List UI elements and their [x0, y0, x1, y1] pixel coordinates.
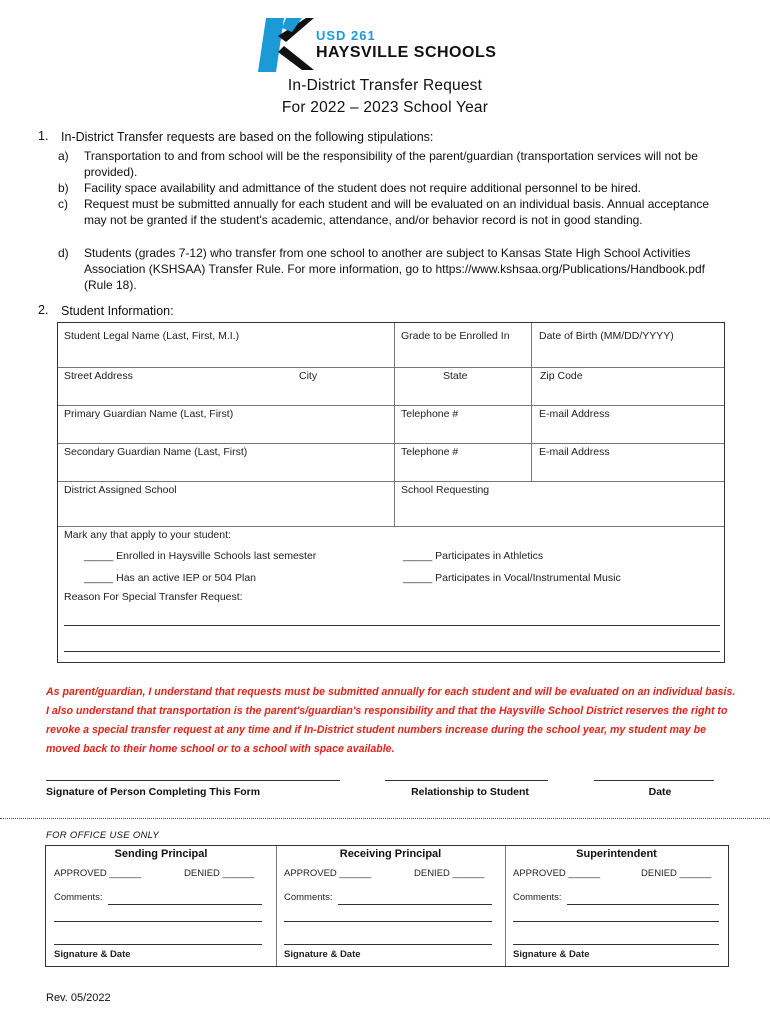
row-divider	[58, 405, 724, 406]
approved-field[interactable]: APPROVED ______	[284, 868, 372, 879]
stipulation-text: Students (grades 7-12) who transfer from one school to another are subject to Kansas State High School Activities Association (KSHSAA) Transfer Rule. For more information, go to https://www.kshsaa.org/Publications/Handbook.pdf (Rule 18).	[84, 246, 705, 292]
comments-field[interactable]: Comments:	[284, 892, 333, 903]
section1-heading: In-District Transfer requests are based on the following stipulations:	[61, 130, 434, 144]
stipulation-label: d)	[58, 246, 69, 260]
office-use-label: FOR OFFICE USE ONLY	[46, 830, 160, 841]
stipulation-text: Request must be submitted annually for each student and will be evaluated on an individual basis. Annual acceptance may not be granted if the student's academic, attendance, and/or behavior record is not in good standing.	[84, 197, 710, 227]
relationship-line[interactable]	[385, 780, 548, 781]
superintendent-column	[505, 846, 728, 966]
stipulation-b	[58, 180, 724, 196]
check-music[interactable]: _____ Participates in Vocal/Instrumental Music	[403, 572, 621, 584]
comments-line[interactable]	[513, 921, 719, 922]
stipulation-text: Facility space availability and admittance of the student does not require additional personnel to be hired.	[84, 181, 642, 195]
signature-line[interactable]	[46, 780, 340, 781]
secondary-guardian-field[interactable]: Secondary Guardian Name (Last, First)	[64, 446, 248, 458]
column-title: Receiving Principal	[339, 848, 442, 860]
district-logo	[256, 14, 536, 74]
office-use-table	[45, 845, 729, 967]
col-divider	[394, 323, 395, 526]
date-line[interactable]	[594, 780, 714, 781]
disclaimer-text: As parent/guardian, I understand that requests must be submitted annually for each student and will be evaluated on an individual basis. I also understand that transportation is the parent's/guardian's responsibility and that the Haysville School District reserves the right to revoke a special transfer request at any time and if In-District student numbers increase during the school year, my student may be moved back to their home school or to a school with space available.	[46, 686, 736, 755]
signature-label: Signature of Person Completing This Form	[46, 786, 261, 798]
reason-label: Reason For Special Transfer Request:	[64, 591, 243, 603]
col-divider	[531, 323, 532, 481]
stipulation-text: Transportation to and from school will be the responsibility of the parent/guardian (transportation services will not be provided).	[84, 149, 698, 179]
check-iep[interactable]: _____ Has an active IEP or 504 Plan	[84, 572, 257, 584]
signature-date-label: Signature & Date	[513, 949, 590, 960]
denied-field[interactable]: DENIED ______	[414, 868, 485, 879]
legal-name-field[interactable]: Student Legal Name (Last, First, M.I.)	[64, 330, 240, 342]
reason-line[interactable]	[64, 651, 720, 652]
column-title: Superintendent	[576, 848, 657, 860]
logo-line2: HAYSVILLE SCHOOLS	[316, 44, 497, 61]
comments-field[interactable]: Comments:	[513, 892, 562, 903]
primary-telephone-field[interactable]: Telephone #	[401, 408, 459, 420]
date-label: Date	[648, 786, 672, 798]
reason-line[interactable]	[64, 625, 720, 626]
comments-line[interactable]	[284, 921, 492, 922]
dob-field[interactable]: Date of Birth (MM/DD/YYYY)	[539, 330, 674, 342]
state-field[interactable]: State	[443, 370, 468, 382]
student-info-table	[57, 322, 725, 663]
primary-guardian-field[interactable]: Primary Guardian Name (Last, First)	[64, 408, 234, 420]
signature-line[interactable]	[284, 944, 492, 945]
row-divider	[58, 526, 724, 527]
primary-email-field[interactable]: E-mail Address	[539, 408, 610, 420]
page-title: In-District Transfer Request	[287, 77, 483, 94]
grade-field[interactable]: Grade to be Enrolled In	[401, 330, 510, 342]
section2-heading: Student Information:	[61, 304, 174, 318]
street-field[interactable]: Street Address	[64, 370, 133, 382]
signature-line[interactable]	[54, 944, 262, 945]
row-divider	[58, 367, 724, 368]
comments-line[interactable]	[567, 904, 719, 905]
school-requesting-field[interactable]: School Requesting	[401, 484, 490, 496]
zip-field[interactable]: Zip Code	[540, 370, 583, 382]
signature-date-label: Signature & Date	[54, 949, 131, 960]
district-school-field[interactable]: District Assigned School	[64, 484, 177, 496]
section2-number: 2.	[38, 303, 49, 317]
secondary-email-field[interactable]: E-mail Address	[539, 446, 610, 458]
stipulation-label: b)	[58, 181, 69, 195]
column-title: Sending Principal	[114, 848, 208, 860]
comments-line[interactable]	[338, 904, 492, 905]
mark-heading: Mark any that apply to your student:	[64, 529, 231, 541]
haysville-x-logo-icon	[256, 14, 316, 74]
row-divider	[58, 443, 724, 444]
secondary-telephone-field[interactable]: Telephone #	[401, 446, 459, 458]
logo-line1: USD 261	[316, 28, 376, 43]
denied-field[interactable]: DENIED ______	[184, 868, 255, 879]
check-enrolled[interactable]: _____ Enrolled in Haysville Schools last semester	[84, 550, 317, 562]
stipulation-a	[58, 148, 724, 180]
signature-line[interactable]	[513, 944, 719, 945]
check-athletics[interactable]: _____ Participates in Athletics	[403, 550, 544, 562]
receiving-principal-column	[276, 846, 505, 966]
row-divider	[58, 481, 724, 482]
city-field[interactable]: City	[299, 370, 318, 382]
sending-principal-column	[46, 846, 276, 966]
comments-line[interactable]	[108, 904, 262, 905]
comments-field[interactable]: Comments:	[54, 892, 103, 903]
stipulation-label: c)	[58, 197, 68, 211]
approved-field[interactable]: APPROVED ______	[513, 868, 601, 879]
stipulation-c	[58, 196, 724, 228]
relationship-label: Relationship to Student	[411, 786, 529, 798]
cut-divider	[0, 818, 770, 819]
stipulation-label: a)	[58, 149, 69, 163]
approved-field[interactable]: APPROVED ______	[54, 868, 142, 879]
page-subtitle: For 2022 – 2023 School Year	[281, 99, 489, 116]
comments-line[interactable]	[54, 921, 262, 922]
denied-field[interactable]: DENIED ______	[641, 868, 712, 879]
revision-label: Rev. 05/2022	[46, 992, 111, 1004]
section1-number: 1.	[38, 129, 49, 143]
signature-date-label: Signature & Date	[284, 949, 361, 960]
stipulation-d	[58, 245, 724, 293]
